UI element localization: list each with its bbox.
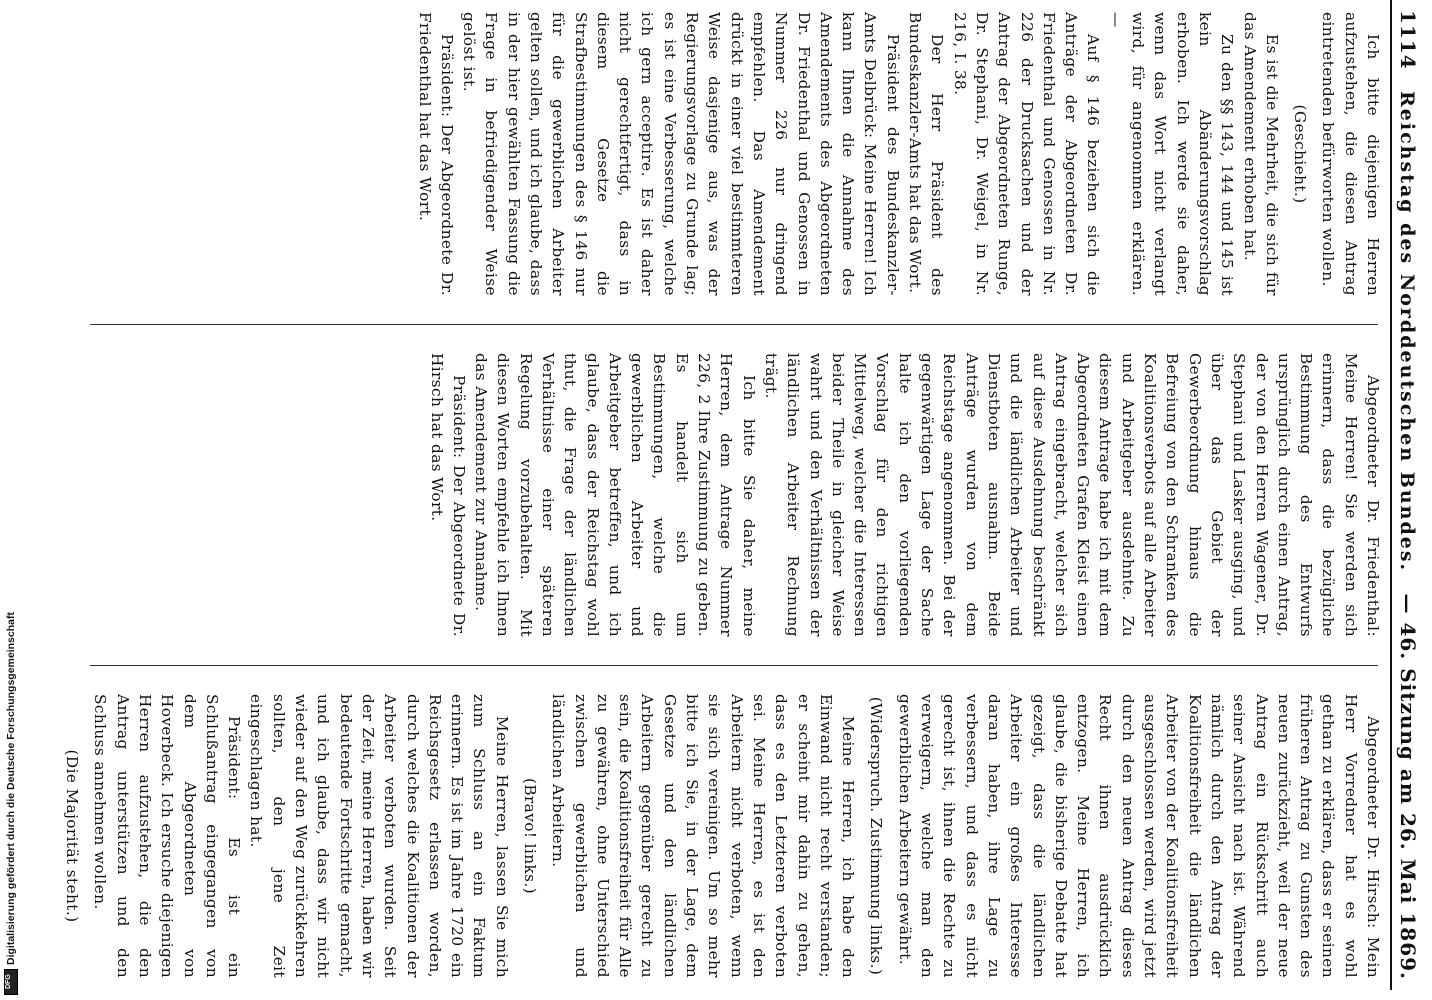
credit-text: Digitalisierung gefördert durch die Deutsche Forschungsgemeinschaft xyxy=(5,612,17,965)
paragraph: Der Herr Präsident des Bundeskanzler-Amts hat das Wort. xyxy=(906,12,947,296)
paragraph: Auf § 146 beziehen sich die Anträge der Abgeordneten Dr. Friedenthal und Genossen in Nr. 226 der Drucksachen und der Antrag der Abgeordneten Runge, Dr. Stephani, Dr. Weigel, in Nr. 216, I. 38. xyxy=(950,12,1103,296)
session-info: — 46. Sitzung am 26. Mai 1869. xyxy=(1396,593,1420,980)
stage-direction: (Die Majorität steht.) xyxy=(63,749,82,923)
scanned-page xyxy=(40,0,1432,1000)
running-head xyxy=(1390,0,1432,990)
stage-direction: (Widerspruch. Zustimmung links.) xyxy=(867,696,886,976)
rotated-page-content xyxy=(63,0,1432,990)
column-left xyxy=(90,12,1384,296)
paragraph: Präsident des Bundeskanzler-Amts Delbrück: Meine Herren! Ich kann Ihnen die Annahme des Amendements des Abgeordneten Dr. Friedenthal und Genossen in Nummer 226 nur dringend empfehlen. Das Amendement drückt in einer viel bestimmteren Weise dasjenige aus, was der Regierungsvorlage zu Grunde lag; es ist eine Verbesserung, welche ich gern acceptire. Es ist daher nicht gerechtfertigt, dass in diesem Gesetze die Strafbestimmungen des § 146 nur für die gewerblichen Arbeiter gelten sollen, und ich glaube, dass in der hier gewählten Fassung die Frage in befriedigender Weise gelöst ist. xyxy=(460,12,902,296)
paragraph: Präsident: Der Abgeordnete Dr. Friedenthal hat das Wort. xyxy=(415,12,456,296)
column-middle xyxy=(90,353,1384,637)
stage-direction: (Bravo! links.) xyxy=(521,777,540,895)
page-number: 1114 xyxy=(1396,10,1420,70)
paragraph: Präsident: Es ist ein Schlußantrag eingegangen von dem Abgeordneten von Hoverbeck. Ich ersuche diejenigen Herren aufzustehen, die den Antrag unterstützen und den Schluss annehmen wollen. xyxy=(91,694,244,978)
paragraph: Ich bitte diejenigen Herren aufzustehen, die diesen Antrag eintretenden befürworten wollen. xyxy=(1319,12,1382,296)
column-right xyxy=(63,694,1384,978)
paragraph: Abgeordneter Dr. Hirsch: Mein Herr Vorredner hat es wohl gethan zu erklären, dass er seinen früheren Antrag zu Gunsten des neuen zurückzieht, weil der neue Antrag ein Rückschritt auch seiner Ansicht nach ist. Während nämlich durch den Antrag der Koalitionsfreiheit die ländlichen Arbeiter von der Koalitionsfreiheit ausgeschlossen werden, wird jetzt durch den neuen Antrag dieses Recht ihnen ausdrücklich entzogen. Meine Herren, ich glaube, die bisherige Debatte hat gezeigt, dass die ländlichen Arbeiter ein großes Interesse daran haben, ihre Lage zu verbessern, und dass es nicht gerecht ist, ihnen die Rechte zu verweigern, welche man den gewerblichen Arbeitern gewährt. xyxy=(895,694,1382,978)
paragraph: Präsident: Der Abgeordnete Dr. Hirsch hat das Wort. xyxy=(427,353,468,637)
page-title: Reichstag des Norddeutschen Bundes. xyxy=(1396,91,1418,573)
paragraph: Abgeordneter Dr. Friedenthal: Meine Herren! Sie werden sich erinnern, dass die bezügliche Bestimmung des Entwurfs ursprünglich durch einen Antrag, der von den Herren Wagener, Dr. Stephani und Lasker ausging, und über das Gebiet der Gewerbeordnung hinaus die Befreiung von den Schranken des Koalitionsverbots auf alle Arbeiter und Arbeitgeber ausdehnte. Zu diesem Antrage habe ich mit dem Abgeordneten Grafen Kleist einen Antrag eingebracht, welcher sich auf diese Ausdehnung beschränkt und die ländlichen Arbeiter und Dienstboten ausnahm. Beide Anträge wurden von dem Reichstage angenommen. Bei der gegenwärtigen Lage der Sache halte ich den vorliegenden Vorschlag für den richtigen Mittelweg, welcher die Interessen beider Theile in gleicher Weise wahrt und den Verhältnissen der ländlichen Arbeiter Rechnung trägt. xyxy=(761,353,1382,637)
paragraph: Ich bitte Sie daher, meine Herren, dem Antrage Nummer 226, 2 Ihre Zustimmung zu geben. Es handelt sich um Bestimmungen, welche die gewerblichen Arbeiter und Arbeitgeber betreffen, und ich glaube, dass der Reichstag wohl thut, die Frage der ländlichen Verhältnisse einer späteren Regelung vorzubehalten. Mit diesen Worten empfehle ich Ihnen das Amendement zur Annahme. xyxy=(472,353,758,637)
column-divider xyxy=(90,324,1378,325)
dfg-logo: DFG xyxy=(4,969,18,995)
paragraph: Meine Herren, ich habe den Einwand nicht recht verstanden; er scheint mir dahin zu gehen, dass es den Letzteren verboten sei. Meine Herren, es ist den Arbeitern nicht verboten, wenn sie sich vereinigen. Um so mehr bitte ich Sie, in der Lage, dem Gesetze und den ländlichen Arbeitern gegenüber gerecht zu sein, die Koalitionsfreiheit für Alle zu gewähren, ohne Unterschied zwischen gewerblichen und ländlichen Arbeitern. xyxy=(549,694,858,978)
digitization-credit xyxy=(4,600,18,995)
paragraph: Zu den §§ 143, 144 und 145 ist kein Abänderungsvorschlag erhoben. Ich werde sie daher, wenn das Wort nicht verlangt wird, für angenommen erklären. — xyxy=(1106,12,1237,296)
paragraph: Es ist die Mehrheit, die sich für das Amendement erhoben hat. xyxy=(1240,12,1281,296)
column-divider xyxy=(90,665,1378,666)
paragraph: Meine Herren, lassen Sie mich zum Schluss an ein Faktum erinnern. Es ist im Jahre 1720 ein Reichsgesetz erlassen worden, durch welches die Koalitionen der Arbeiter verboten wurden. Seit der Zeit, meine Herren, haben wir bedeutende Fortschritte gemacht, und ich glaube, dass wir nicht wieder auf den Weg zurückkehren sollten, den jene Zeit eingeschlagen hat. xyxy=(247,694,511,978)
stage-direction: (Geschieht.) xyxy=(1291,104,1310,204)
text-columns xyxy=(63,0,1390,990)
